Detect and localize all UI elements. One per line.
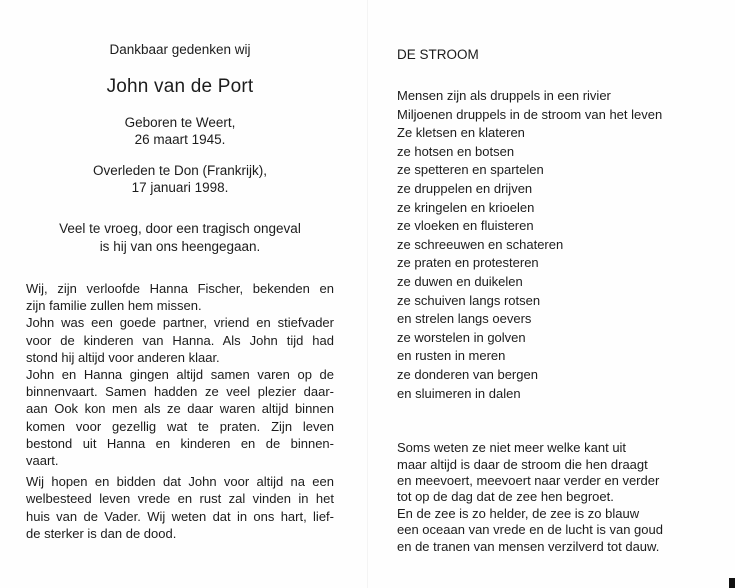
tribute-paragraph-2 — [26, 473, 334, 542]
text-line: huis van de Vader. Wij weten dat in ons hart, lief- — [26, 508, 334, 524]
poem-line: ze vloeken en fluisteren — [397, 218, 534, 234]
poem-line: Miljoenen druppels in de stroom van het leven — [397, 106, 663, 122]
text-line: de sterker is dan de dood. — [26, 525, 177, 541]
text-line: voor de kinderen van Hanna. Als John tijd had — [26, 332, 334, 348]
text-line: binnenvaart. Samen hadden ze veel plezier daar- — [26, 384, 334, 400]
poem-line: ze schuiven langs rotsen — [397, 292, 541, 308]
deceased-name: John van de Port — [106, 76, 254, 97]
text-line: Wij, zijn verloofde Hanna Fischer, bekenden en — [26, 281, 334, 296]
poem-line: ze spetteren en spartelen — [397, 162, 544, 178]
poem-line: ze schreeuwen en schateren — [397, 236, 564, 252]
poem-line: en de tranen van mensen verzilverd tot dauw. — [397, 538, 660, 554]
poem-line: Ze kletsen en klateren — [397, 125, 525, 141]
poem-line: tot op de dag dat de zee hen begroet. — [397, 489, 614, 505]
poem-title: DE STROOM — [397, 47, 479, 62]
poem-line: en rusten in meren — [397, 348, 506, 364]
cause-line-1: Veel te vroeg, door een tragisch ongeval — [59, 221, 301, 236]
poem-line: ze duwen en duikelen — [397, 273, 523, 289]
tribute-paragraph-1 — [26, 280, 334, 469]
text-line: John was een goede partner, vriend en stiefvader — [26, 315, 334, 331]
poem-line: ze praten en protesteren — [397, 255, 539, 271]
text-line: vaart. — [26, 453, 59, 469]
birth-date: 26 maart 1945. — [134, 132, 226, 147]
right-panel — [397, 47, 717, 555]
poem-line: ze hotsen en botsen — [397, 143, 515, 159]
poem-line: ze worstelen in golven — [397, 329, 526, 345]
text-line: John en Hanna gingen altijd samen varen op de — [26, 367, 334, 383]
poem-stanza-2 — [397, 440, 717, 555]
poem-line: en meevoert, meevoert naar verder en verder — [397, 472, 660, 488]
poem-line: een oceaan van vrede en de lucht is van goud — [397, 522, 663, 538]
poem-line: En de zee is zo helder, de zee is zo blauw — [397, 505, 640, 521]
poem-stanza-1 — [397, 87, 717, 403]
poem-line: en sluimeren in dalen — [397, 385, 521, 401]
death-place: Overleden te Don (Frankrijk), — [92, 163, 268, 178]
poem-line: ze druppelen en drijven — [397, 180, 533, 196]
fold-line — [367, 0, 368, 588]
poem-line: en strelen langs oevers — [397, 311, 532, 327]
scan-corner-mark — [729, 578, 735, 588]
left-panel — [26, 42, 334, 542]
death-date: 17 januari 1998. — [131, 180, 229, 195]
poem-line: maar altijd is daar de stroom die hen draagt — [397, 456, 648, 472]
poem-line: ze kringelen en krioelen — [397, 199, 535, 215]
text-line: aan Ook kon men als ze daar waren altijd binnen — [26, 401, 334, 417]
cause-line-2: is hij van ons heengegaan. — [99, 239, 261, 254]
poem-line: ze donderen van bergen — [397, 366, 538, 382]
cause-text — [26, 220, 334, 256]
text-line: komen voor gezellig wat te praten. Zijn leven — [26, 418, 334, 434]
birth-place: Geboren te Weert, — [124, 115, 236, 130]
poem-line: Soms weten ze niet meer welke kant uit — [397, 440, 627, 456]
intro-text: Dankbaar gedenken wij — [109, 42, 251, 57]
poem-line: Mensen zijn als druppels in een rivier — [397, 88, 611, 103]
text-line: bestond uit Hanna en kinderen en de binnen- — [26, 435, 334, 451]
text-line: zijn familie zullen hem missen. — [26, 298, 202, 314]
text-line: stond hij altijd voor anderen klaar. — [26, 349, 220, 365]
death-info — [26, 162, 334, 196]
text-line: welbesteed leven vrede en rust zal vinden in het — [26, 491, 334, 507]
birth-info — [26, 114, 334, 148]
text-line: Wij hopen en bidden dat John voor altijd na een — [26, 474, 334, 490]
